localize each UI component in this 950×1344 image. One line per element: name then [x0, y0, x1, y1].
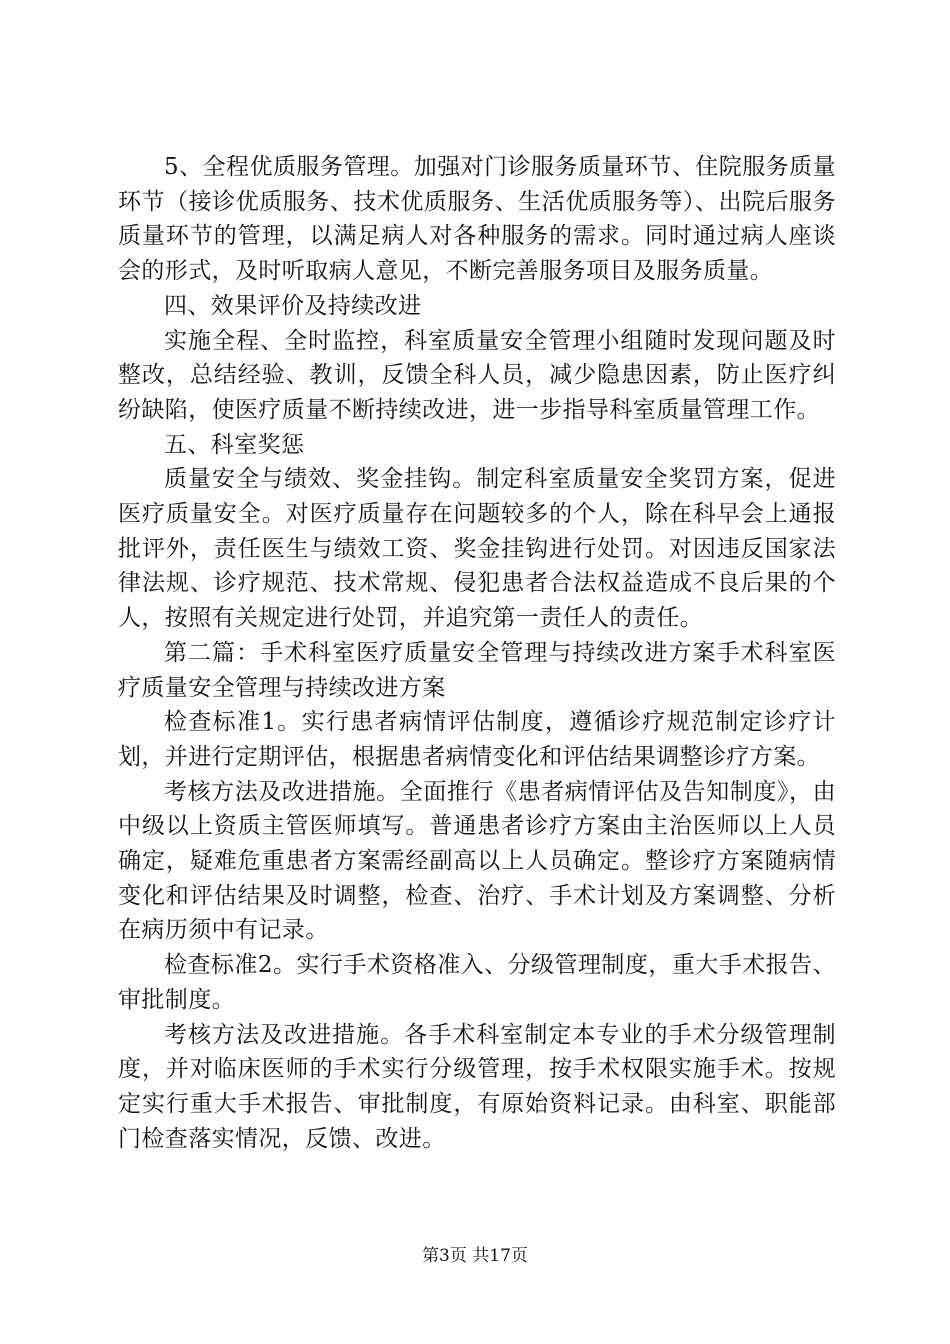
paragraph-rewards: 质量安全与绩效、奖金挂钩。制定科室质量安全奖罚方案，促进医疗质量安全。对医疗质量存在问题较多的个人，除在科早会上通报批评外，责任医生与绩效工资、奖金挂钩进行处罚。对因违反国家法律法规、诊疗规范、技术常规、侵犯患者合法权益造成不良后果的个人，按照有关规定进行处罚，并追究第一责任人的责任。	[118, 466, 836, 632]
page-number-footer: 第3页 共17页	[422, 1246, 528, 1266]
heading-rewards: 五、科室奖惩	[164, 431, 305, 458]
paragraph-assessment-1: 考核方法及改进措施。全面推行《患者病情评估及告知制度》，由中级以上资质主管医师填写。普通患者诊疗方案由主治医师以上人员确定，疑难危重患者方案需经副高以上人员确定。整诊疗方案随病情变化和评估结果及时调整，检查、治疗、手术计划及方案调整、分析在病历须中有记录。	[118, 778, 836, 944]
heading-evaluation: 四、效果评价及持续改进	[164, 292, 422, 319]
document-body	[118, 150, 836, 1156]
paragraph-standard-2: 检查标准2。实行手术资格准入、分级管理制度，重大手术报告、审批制度。	[118, 952, 836, 1013]
paragraph-assessment-2: 考核方法及改进措施。各手术科室制定本专业的手术分级管理制度，并对临床医师的手术实行分级管理，按手术权限实施手术。按规定实行重大手术报告、审批制度，有原始资料记录。由科室、职能部门检查落实情况，反馈、改进。	[118, 1021, 836, 1152]
heading-part-two: 第二篇：手术科室医疗质量安全管理与持续改进方案手术科室医疗质量安全管理与持续改进方案	[118, 639, 836, 701]
paragraph-monitoring: 实施全程、全时监控，科室质量安全管理小组随时发现问题及时整改，总结经验、教训，反馈全科人员，减少隐患因素，防止医疗纠纷缺陷，使医疗质量不断持续改进，进一步指导科室质量管理工作。	[118, 327, 836, 423]
paragraph-standard-1: 检查标准1。实行患者病情评估制度，遵循诊疗规范制定诊疗计划，并进行定期评估，根据患者病情变化和评估结果调整诊疗方案。	[118, 709, 836, 770]
paragraph-service-management: 5、全程优质服务管理。加强对门诊服务质量环节、住院服务质量环节（接诊优质服务、技术优质服务、生活优质服务等）、出院后服务质量环节的管理，以满足病人对各种服务的需求。同时通过病人座谈会的形式，及时听取病人意见，不断完善服务项目及服务质量。	[118, 154, 836, 285]
